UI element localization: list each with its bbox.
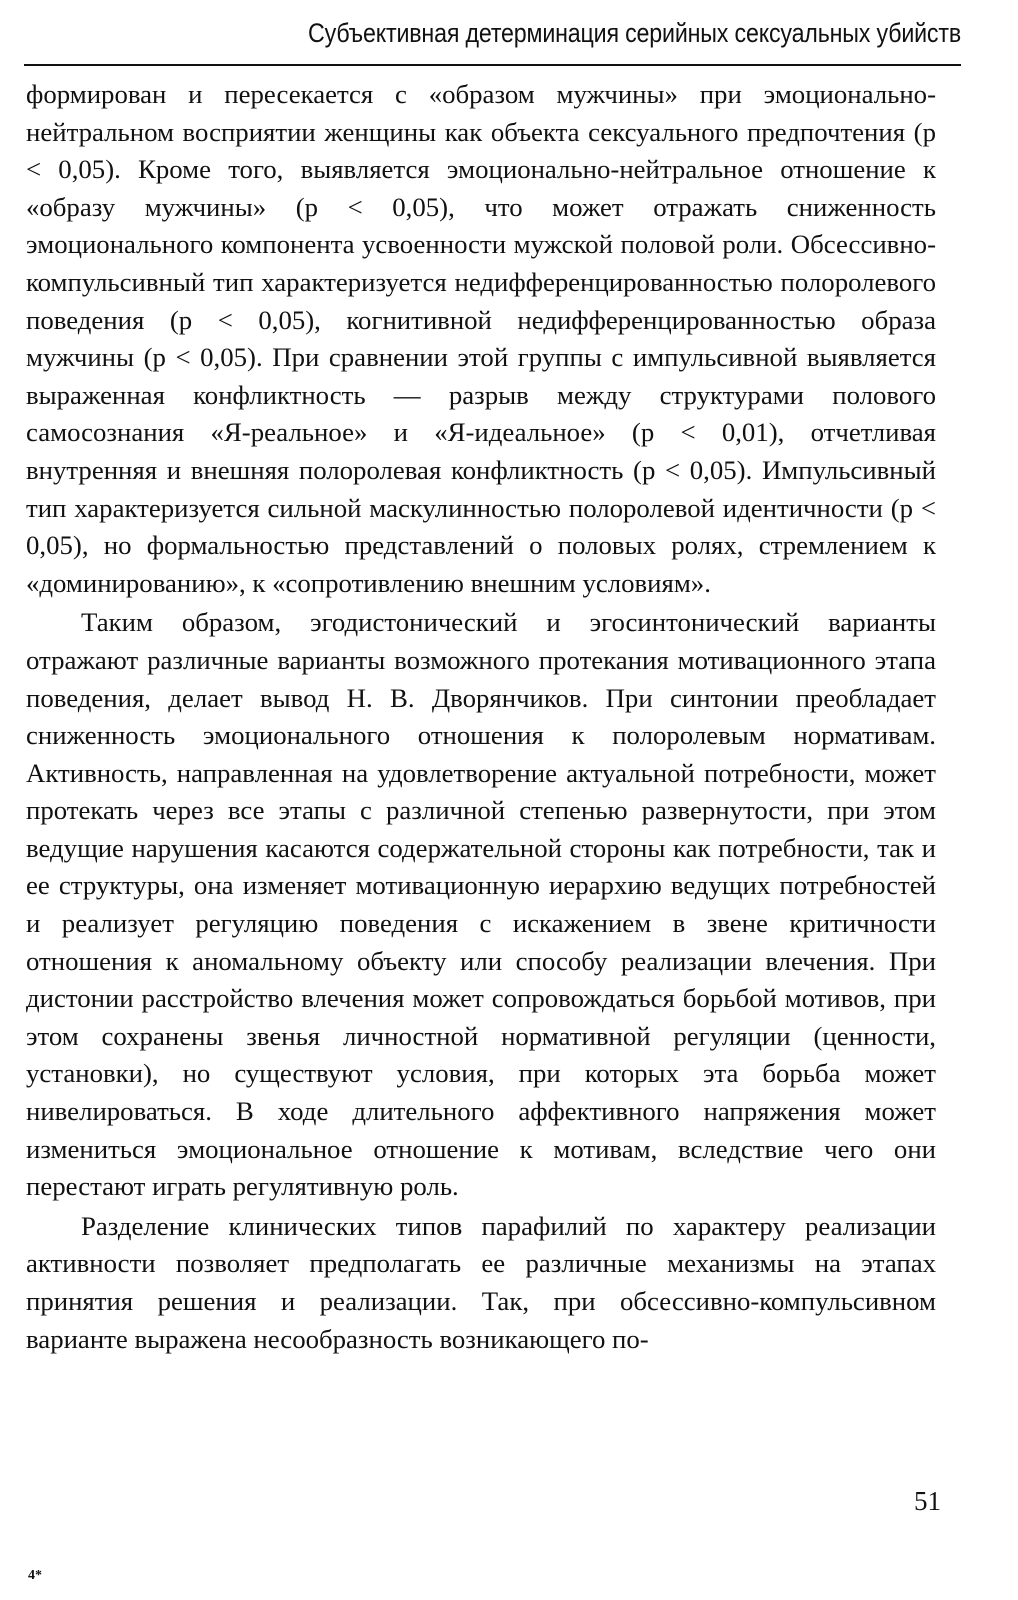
header-rule bbox=[24, 64, 961, 66]
body-text bbox=[26, 76, 936, 1358]
paragraph-clinical-types: Разделение клинических типов парафилий по характеру реализации активности позволяет предполагать ее различные механизмы на этапах принятия решения и реализации. Так, при обсессивно-компульсивном варианте выражена несообразность возникающего по- bbox=[26, 1210, 936, 1354]
paragraph-continued: формирован и пересекается с «образом мужчины» при эмоционально-нейтральном восприятии женщины как объекта сексуального предпочтения (p < 0,05). Кроме того, выявляется эмоционально-нейтральное отношение к «образу мужчины» (p < 0,05), что может отражать сниженность эмоционального компонента усвоенности мужской половой роли. Обсессивно-компульсивный тип характеризуется недифференцированностью полоролевого поведения (p < 0,05), когнитивной недифференцированностью образа мужчины (p < 0,05). При сравнении этой группы с импульсивной выявляется выраженная конфликтность — разрыв между структурами полового самосознания «Я-реальное» и «Я-идеальное» (p < 0,01), отчетливая внутренняя и внешняя полоролевая конфликтность (p < 0,05). Импульсивный тип характеризуется сильной маскулинностью полоролевой идентичности (p < 0,05), но формальностью представлений о половых ролях, стремлением к «доминированию», к «сопротивлению внешним условиям». bbox=[26, 79, 936, 598]
page-number: 51 bbox=[914, 1486, 941, 1516]
signature-mark: 4* bbox=[28, 1568, 42, 1583]
paragraph-conclusion: Таким образом, эгодистонический и эгосинтонический варианты отражают различные варианты возможного протекания мотивационного этапа поведения, делает вывод Н. В. Дворянчиков. При синтонии преобладает сниженность эмоционального отношения к полоролевым нормативам. Активность, направленная на удовлетворение актуальной потребности, может протекать через все этапы с различной степенью развернутости, при этом ведущие нарушения касаются содержательной стороны как потребности, так и ее структуры, она изменяет мотивационную иерархию ведущих потребностей и реализует регуляцию поведения с искажением в звене критичности отношения к аномальному объекту или способу реализации влечения. При дистонии расстройство влечения может сопровождаться борьбой мотивов, при этом сохранены звенья личностной нормативной регуляции (ценности, установки), но существуют условия, при которых эта борьба может нивелироваться. В ходе длительного аффективного напряжения может измениться эмоциональное отношение к мотивам, вследствие чего они перестают играть регулятивную роль. bbox=[26, 607, 936, 1202]
running-head-title: Субъективная детерминация серийных сексуальных убийств bbox=[308, 18, 961, 48]
